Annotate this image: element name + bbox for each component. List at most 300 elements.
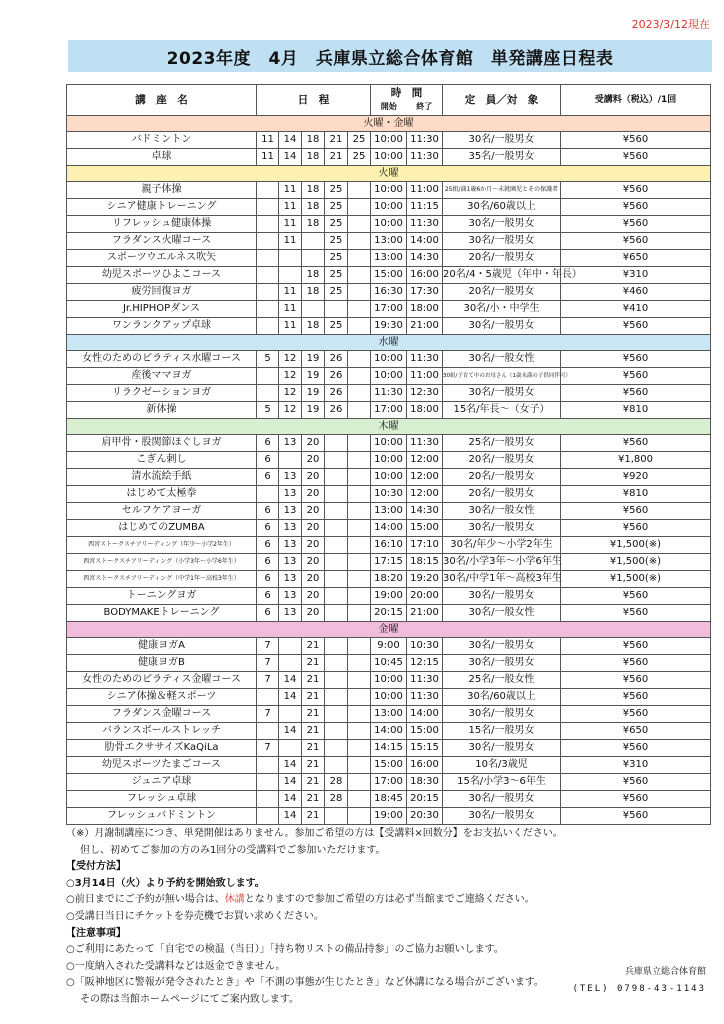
day-cell xyxy=(325,452,348,469)
capacity: 30名/60歳以上 xyxy=(443,689,561,706)
page-title: 2023年度 4月 兵庫県立総合体育館 単発講座日程表 xyxy=(68,40,712,72)
day-cell: 11 xyxy=(279,199,302,216)
capacity: 20名/一般男女 xyxy=(443,486,561,503)
start-time: 17:00 xyxy=(371,301,407,318)
section-label: 火曜・金曜 xyxy=(67,116,711,132)
fee: ¥560 xyxy=(561,588,711,605)
day-cell xyxy=(348,351,371,368)
start-time: 17:00 xyxy=(371,774,407,791)
end-time: 11:30 xyxy=(407,689,443,706)
section-header xyxy=(67,166,711,182)
day-cell xyxy=(257,233,279,250)
start-time: 10:00 xyxy=(371,182,407,199)
table-row xyxy=(67,537,711,554)
day-cell: 19 xyxy=(302,402,325,419)
end-time: 17:10 xyxy=(407,537,443,554)
organization-name: 兵庫県立総合体育館 xyxy=(624,967,706,977)
day-cell xyxy=(257,267,279,284)
course-name: バランスボールストレッチ xyxy=(67,723,257,740)
day-cell: 20 xyxy=(302,503,325,520)
table-row xyxy=(67,757,711,774)
day-cell: 21 xyxy=(302,757,325,774)
capacity: 30名/一般女性 xyxy=(443,605,561,622)
day-cell: 14 xyxy=(279,791,302,808)
day-cell: 26 xyxy=(325,368,348,385)
day-cell xyxy=(279,706,302,723)
day-cell xyxy=(325,723,348,740)
day-cell: 25 xyxy=(325,250,348,267)
day-cell xyxy=(348,318,371,335)
fee: ¥560 xyxy=(561,740,711,757)
start-time: 13:00 xyxy=(371,250,407,267)
course-name: 健康ヨガA xyxy=(67,638,257,655)
start-time: 11:30 xyxy=(371,385,407,402)
start-time: 10:00 xyxy=(371,216,407,233)
start-time: 18:20 xyxy=(371,571,407,588)
day-cell xyxy=(279,267,302,284)
start-time: 10:00 xyxy=(371,132,407,149)
end-time: 10:30 xyxy=(407,638,443,655)
reception-2-a: ○前日までにご予約が無い場合は、 xyxy=(66,894,225,906)
end-time: 16:00 xyxy=(407,757,443,774)
capacity: 30組/子育て中のお母さん（1歳未満の子供同伴可） xyxy=(443,368,561,385)
day-cell: 11 xyxy=(279,318,302,335)
end-time: 11:30 xyxy=(407,672,443,689)
day-cell: 6 xyxy=(257,605,279,622)
day-cell: 20 xyxy=(302,435,325,452)
fee: ¥810 xyxy=(561,486,711,503)
start-time: 10:00 xyxy=(371,689,407,706)
fee: ¥560 xyxy=(561,638,711,655)
course-name: 女性のためのピラティス水曜コース xyxy=(67,351,257,368)
day-cell: 13 xyxy=(279,537,302,554)
table-row xyxy=(67,233,711,250)
course-name: シニア健康トレーニング xyxy=(67,199,257,216)
day-cell xyxy=(348,554,371,571)
day-cell xyxy=(302,301,325,318)
course-name: 女性のためのピラティス金曜コース xyxy=(67,672,257,689)
day-cell: 11 xyxy=(279,233,302,250)
day-cell: 13 xyxy=(279,503,302,520)
day-cell xyxy=(257,808,279,825)
fee: ¥560 xyxy=(561,385,711,402)
capacity: 30名/一般男女 xyxy=(443,638,561,655)
day-cell: 11 xyxy=(279,301,302,318)
capacity: 30名/一般女性 xyxy=(443,503,561,520)
table-row xyxy=(67,452,711,469)
day-cell xyxy=(348,469,371,486)
day-cell: 7 xyxy=(257,672,279,689)
table-row xyxy=(67,588,711,605)
day-cell xyxy=(348,199,371,216)
notice-3: ○「阪神地区に警報が発令されたとき」や「不測の事態が生じたとき」など休講になる場合がございます。 xyxy=(66,977,544,989)
course-name: はじめて太極拳 xyxy=(67,486,257,503)
day-cell xyxy=(257,368,279,385)
course-name: 卓球 xyxy=(67,149,257,166)
day-cell xyxy=(348,452,371,469)
start-time: 10:00 xyxy=(371,351,407,368)
day-cell: 20 xyxy=(302,554,325,571)
day-cell: 21 xyxy=(302,723,325,740)
day-cell xyxy=(325,301,348,318)
reception-3: ○受講日当日にチケットを券売機でお買い求めください。 xyxy=(66,910,324,922)
day-cell: 12 xyxy=(279,402,302,419)
day-cell xyxy=(348,689,371,706)
capacity: 20名/4・5歳児（年中・年長） xyxy=(443,267,561,284)
course-name: こぎん刺し xyxy=(67,452,257,469)
table-row xyxy=(67,740,711,757)
day-cell xyxy=(257,791,279,808)
fee: ¥920 xyxy=(561,469,711,486)
day-cell xyxy=(257,216,279,233)
table-row xyxy=(67,605,711,622)
table-row xyxy=(67,503,711,520)
day-cell: 14 xyxy=(279,132,302,149)
capacity: 30名/年少～小学2年生 xyxy=(443,537,561,554)
note-1: （※）月謝制講座につき、単発開催はありません。参加ご希望の方は【受講料×回数分】をお支払いください。 xyxy=(66,828,563,839)
end-time: 12:15 xyxy=(407,655,443,672)
day-cell xyxy=(279,740,302,757)
course-name: スポーツウエルネス吹矢 xyxy=(67,250,257,267)
day-cell: 11 xyxy=(279,216,302,233)
day-cell: 13 xyxy=(279,605,302,622)
table-row xyxy=(67,301,711,318)
start-time: 19:00 xyxy=(371,588,407,605)
header-time-start: 開始 xyxy=(380,102,397,111)
day-cell: 13 xyxy=(279,520,302,537)
day-cell xyxy=(257,182,279,199)
course-name: 幼児スポーツひよこコース xyxy=(67,267,257,284)
day-cell: 21 xyxy=(302,774,325,791)
end-time: 21:00 xyxy=(407,318,443,335)
table-row xyxy=(67,672,711,689)
table-row xyxy=(67,469,711,486)
day-cell: 14 xyxy=(279,808,302,825)
start-time: 10:00 xyxy=(371,469,407,486)
section-label: 火曜 xyxy=(67,166,711,182)
day-cell: 6 xyxy=(257,554,279,571)
capacity: 20名/一般男女 xyxy=(443,250,561,267)
header-days: 日 程 xyxy=(257,85,371,116)
fee: ¥560 xyxy=(561,520,711,537)
day-cell xyxy=(279,452,302,469)
day-cell xyxy=(348,402,371,419)
capacity: 15名/一般男女 xyxy=(443,723,561,740)
section-header xyxy=(67,116,711,132)
day-cell: 20 xyxy=(302,486,325,503)
start-time: 10:00 xyxy=(371,435,407,452)
notice-heading: 【注意事項】 xyxy=(66,927,126,939)
table-row xyxy=(67,385,711,402)
day-cell xyxy=(348,385,371,402)
day-cell: 21 xyxy=(325,132,348,149)
section-header xyxy=(67,335,711,351)
day-cell: 25 xyxy=(348,132,371,149)
table-row xyxy=(67,149,711,166)
notice-1: ○ご利用にあたって「自宅での検温（当日）」「持ち物リストの備品持参」のご協力お願いします。 xyxy=(66,944,504,956)
day-cell: 11 xyxy=(257,132,279,149)
fee: ¥1,500(※) xyxy=(561,571,711,588)
day-cell: 20 xyxy=(302,571,325,588)
capacity: 20名/一般男女 xyxy=(443,284,561,301)
day-cell: 18 xyxy=(302,284,325,301)
capacity: 25名/一般男女 xyxy=(443,435,561,452)
date-note: 2023/3/12現在 xyxy=(631,18,710,31)
capacity: 20名/一般男女 xyxy=(443,452,561,469)
day-cell xyxy=(325,605,348,622)
fee: ¥310 xyxy=(561,757,711,774)
day-cell xyxy=(325,486,348,503)
day-cell: 12 xyxy=(279,385,302,402)
capacity: 30名/小・中学生 xyxy=(443,301,561,318)
capacity: 35名/一般男女 xyxy=(443,149,561,166)
day-cell xyxy=(325,537,348,554)
day-cell: 21 xyxy=(302,672,325,689)
table-row xyxy=(67,774,711,791)
day-cell: 14 xyxy=(279,689,302,706)
table-row xyxy=(67,808,711,825)
start-time: 16:30 xyxy=(371,284,407,301)
day-cell xyxy=(348,605,371,622)
course-name: 西宮ストークスチアリーディング（中学1年～高校3年生） xyxy=(67,571,257,588)
fee: ¥560 xyxy=(561,318,711,335)
day-cell: 14 xyxy=(279,149,302,166)
schedule-body xyxy=(67,116,711,825)
table-row xyxy=(67,402,711,419)
capacity: 30名/小学3年～小学6年生 xyxy=(443,554,561,571)
day-cell: 26 xyxy=(325,385,348,402)
day-cell: 7 xyxy=(257,655,279,672)
notice-4: その際は当館ホームページにてご案内致します。 xyxy=(80,993,299,1005)
day-cell: 18 xyxy=(302,267,325,284)
start-time: 19:30 xyxy=(371,318,407,335)
course-name: フレッシュ卓球 xyxy=(67,791,257,808)
day-cell: 18 xyxy=(302,182,325,199)
day-cell: 20 xyxy=(302,537,325,554)
day-cell xyxy=(257,774,279,791)
day-cell xyxy=(325,706,348,723)
day-cell: 13 xyxy=(279,554,302,571)
section-label: 木曜 xyxy=(67,419,711,435)
end-time: 14:30 xyxy=(407,503,443,520)
day-cell xyxy=(279,638,302,655)
course-name: リフレッシュ健康体操 xyxy=(67,216,257,233)
day-cell xyxy=(325,808,348,825)
day-cell: 13 xyxy=(279,486,302,503)
fee: ¥650 xyxy=(561,723,711,740)
day-cell: 25 xyxy=(325,216,348,233)
day-cell: 5 xyxy=(257,402,279,419)
day-cell: 18 xyxy=(302,318,325,335)
start-time: 10:30 xyxy=(371,486,407,503)
end-time: 21:00 xyxy=(407,605,443,622)
schedule-table xyxy=(66,84,711,825)
start-time: 17:15 xyxy=(371,554,407,571)
end-time: 12:00 xyxy=(407,452,443,469)
day-cell xyxy=(302,250,325,267)
course-name: 産後ママヨガ xyxy=(67,368,257,385)
table-row xyxy=(67,706,711,723)
day-cell xyxy=(257,757,279,774)
capacity: 20名/一般男女 xyxy=(443,469,561,486)
end-time: 15:15 xyxy=(407,740,443,757)
fee: ¥410 xyxy=(561,301,711,318)
day-cell xyxy=(348,250,371,267)
course-name: バドミントン xyxy=(67,132,257,149)
day-cell xyxy=(348,655,371,672)
table-row xyxy=(67,689,711,706)
day-cell xyxy=(348,740,371,757)
day-cell: 7 xyxy=(257,638,279,655)
day-cell: 5 xyxy=(257,351,279,368)
day-cell xyxy=(325,638,348,655)
course-name: 新体操 xyxy=(67,402,257,419)
day-cell: 14 xyxy=(279,723,302,740)
table-row xyxy=(67,132,711,149)
course-name: 幼児スポーツたまごコース xyxy=(67,757,257,774)
day-cell: 18 xyxy=(302,216,325,233)
day-cell xyxy=(257,284,279,301)
course-name: 疲労回復ヨガ xyxy=(67,284,257,301)
section-header xyxy=(67,419,711,435)
start-time: 10:00 xyxy=(371,452,407,469)
day-cell: 21 xyxy=(302,706,325,723)
day-cell: 12 xyxy=(279,351,302,368)
section-header xyxy=(67,622,711,638)
course-name: シニア体操＆軽スポーツ xyxy=(67,689,257,706)
end-time: 20:30 xyxy=(407,808,443,825)
course-name: 清水流絵手紙 xyxy=(67,469,257,486)
end-time: 11:00 xyxy=(407,368,443,385)
end-time: 20:15 xyxy=(407,791,443,808)
day-cell: 6 xyxy=(257,537,279,554)
table-row xyxy=(67,351,711,368)
end-time: 14:30 xyxy=(407,250,443,267)
table-row xyxy=(67,520,711,537)
day-cell xyxy=(348,520,371,537)
day-cell xyxy=(325,469,348,486)
end-time: 11:00 xyxy=(407,182,443,199)
end-time: 17:30 xyxy=(407,284,443,301)
capacity: 30名/一般男女 xyxy=(443,655,561,672)
start-time: 10:00 xyxy=(371,199,407,216)
day-cell xyxy=(257,385,279,402)
start-time: 10:00 xyxy=(371,368,407,385)
table-row xyxy=(67,284,711,301)
course-name: ワンランクアップ卓球 xyxy=(67,318,257,335)
day-cell xyxy=(325,655,348,672)
day-cell xyxy=(325,435,348,452)
day-cell: 19 xyxy=(302,351,325,368)
day-cell xyxy=(348,486,371,503)
table-row xyxy=(67,435,711,452)
start-time: 15:00 xyxy=(371,757,407,774)
start-time: 18:45 xyxy=(371,791,407,808)
day-cell: 6 xyxy=(257,469,279,486)
day-cell: 25 xyxy=(348,149,371,166)
fee: ¥560 xyxy=(561,672,711,689)
day-cell: 25 xyxy=(325,284,348,301)
capacity: 30名/一般女性 xyxy=(443,351,561,368)
capacity: 30名/一般男女 xyxy=(443,233,561,250)
fee: ¥560 xyxy=(561,655,711,672)
day-cell: 26 xyxy=(325,351,348,368)
day-cell: 14 xyxy=(279,672,302,689)
table-row xyxy=(67,571,711,588)
end-time: 16:00 xyxy=(407,267,443,284)
day-cell: 21 xyxy=(325,149,348,166)
day-cell: 11 xyxy=(279,284,302,301)
end-time: 12:30 xyxy=(407,385,443,402)
day-cell xyxy=(348,638,371,655)
day-cell xyxy=(325,689,348,706)
day-cell xyxy=(348,723,371,740)
reception-heading: 【受付方法】 xyxy=(66,861,126,873)
table-row xyxy=(67,216,711,233)
start-time: 14:00 xyxy=(371,723,407,740)
start-time: 10:00 xyxy=(371,672,407,689)
table-row xyxy=(67,638,711,655)
day-cell: 7 xyxy=(257,740,279,757)
fee: ¥560 xyxy=(561,368,711,385)
reception-2 xyxy=(66,892,710,909)
end-time: 11:30 xyxy=(407,351,443,368)
day-cell xyxy=(348,791,371,808)
start-time: 13:00 xyxy=(371,503,407,520)
course-name: BODYMAKEトレーニング xyxy=(67,605,257,622)
end-time: 11:30 xyxy=(407,435,443,452)
course-name: 肩甲骨・股関節ほぐしヨガ xyxy=(67,435,257,452)
day-cell: 6 xyxy=(257,503,279,520)
capacity: 30名/一般男女 xyxy=(443,132,561,149)
day-cell xyxy=(348,588,371,605)
fee: ¥560 xyxy=(561,132,711,149)
day-cell xyxy=(325,672,348,689)
day-cell xyxy=(348,368,371,385)
reception-1: ○3月14日（火）より予約を開始致します。 xyxy=(66,877,265,889)
start-time: 14:00 xyxy=(371,520,407,537)
day-cell xyxy=(348,672,371,689)
capacity: 30名/一般男女 xyxy=(443,588,561,605)
day-cell xyxy=(257,199,279,216)
course-name: 健康ヨガB xyxy=(67,655,257,672)
day-cell xyxy=(279,250,302,267)
start-time: 19:00 xyxy=(371,808,407,825)
day-cell: 6 xyxy=(257,520,279,537)
course-name: セルフケアヨーガ xyxy=(67,503,257,520)
fee: ¥310 xyxy=(561,267,711,284)
footer-notes xyxy=(66,826,710,1009)
reception-2-b: となりますので参加ご希望の方は必ず当館までご連絡ください。 xyxy=(244,894,535,906)
day-cell: 13 xyxy=(279,435,302,452)
day-cell xyxy=(257,689,279,706)
day-cell xyxy=(279,655,302,672)
table-row xyxy=(67,723,711,740)
day-cell xyxy=(348,435,371,452)
fee: ¥560 xyxy=(561,689,711,706)
day-cell: 6 xyxy=(257,571,279,588)
day-cell xyxy=(302,233,325,250)
start-time: 9:00 xyxy=(371,638,407,655)
fee: ¥560 xyxy=(561,435,711,452)
day-cell xyxy=(257,301,279,318)
capacity: 30名/一般男女 xyxy=(443,318,561,335)
end-time: 11:30 xyxy=(407,132,443,149)
capacity: 30名/60歳以上 xyxy=(443,199,561,216)
end-time: 12:00 xyxy=(407,486,443,503)
day-cell: 21 xyxy=(302,791,325,808)
course-name: 西宮ストークスチアリーディング（年少～小学2年生） xyxy=(67,537,257,554)
